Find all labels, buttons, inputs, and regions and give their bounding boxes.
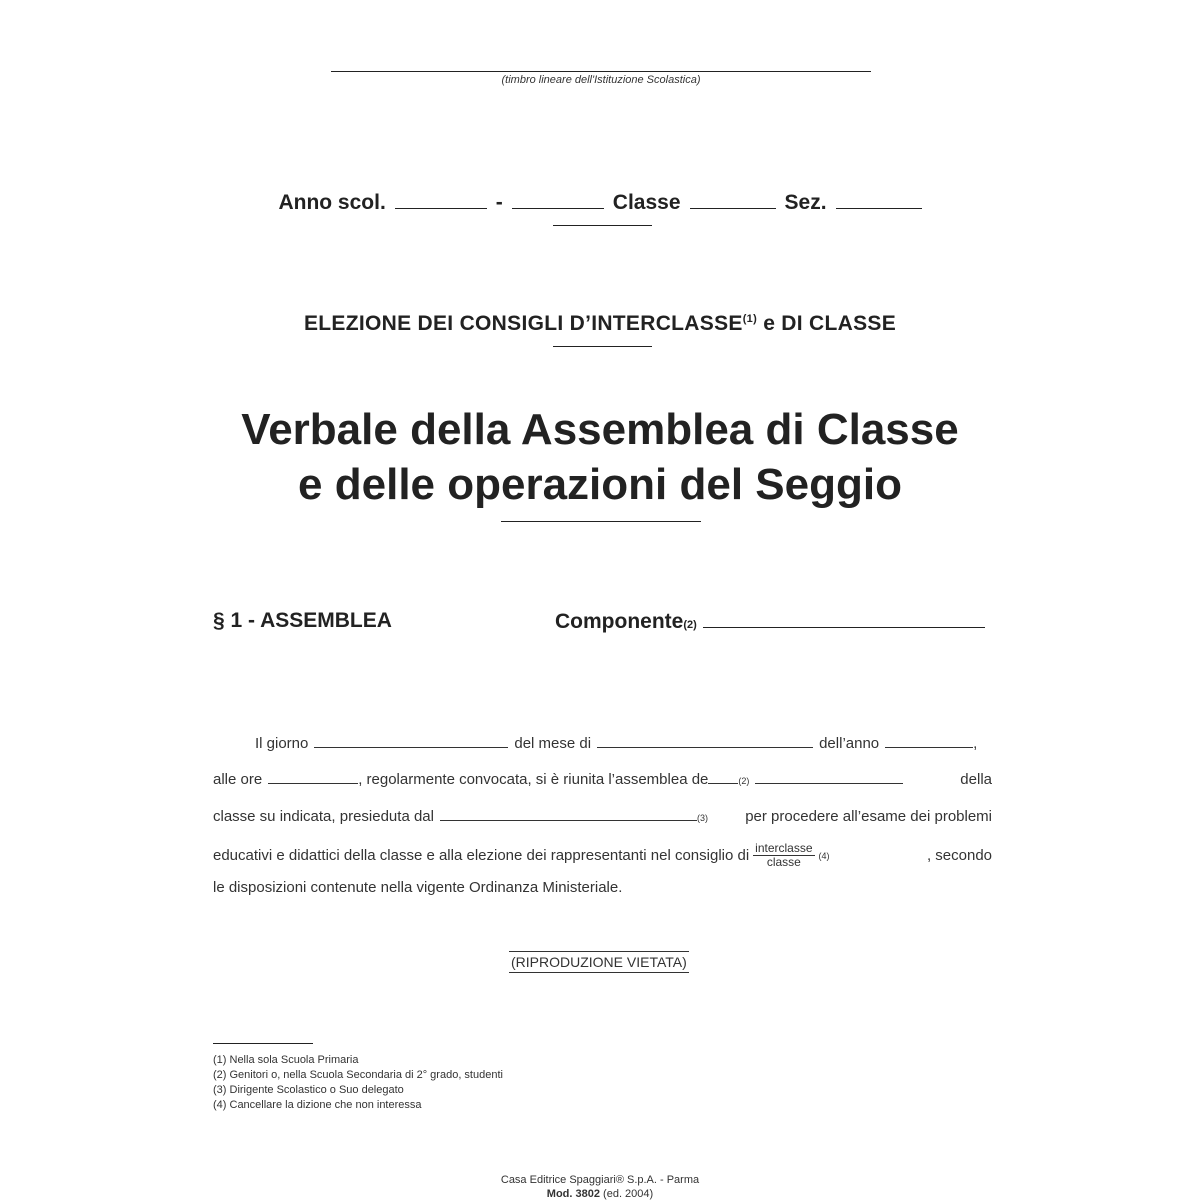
paragraph-row: educativi e didattici della classe e alla elezione dei rappresentanti nel consiglio di $\frac{\text{interclasse}}{\text{classe}}$ (4) , secondo	[213, 841, 992, 869]
main-title-line: e delle operazioni del Seggio	[298, 460, 902, 509]
section-heading: § 1 - ASSEMBLEA	[213, 609, 392, 632]
anno-end-field[interactable]	[512, 190, 604, 209]
classe-field[interactable]	[690, 190, 776, 209]
footnote: (4) Cancellare la dizione che non interessa	[213, 1099, 422, 1111]
footnote: (1) Nella sola Scuola Primaria	[213, 1054, 359, 1066]
paragraph-row: alle ore , regolarmente convocata, si è riunita l’assemblea de (2) della	[213, 771, 992, 788]
model-line	[0, 1187, 1200, 1201]
footnote: (2) Genitori o, nella Scuola Secondaria di 2° grado, studenti	[213, 1069, 503, 1081]
component-name-field[interactable]	[755, 770, 903, 784]
paragraph-row: Il giorno del mese di dell’anno ,	[255, 735, 978, 752]
model-number: Mod. 3802	[546, 1188, 600, 1200]
sez-field[interactable]	[836, 190, 922, 209]
anno-label: Anno scol.	[278, 191, 386, 214]
divider	[553, 346, 652, 347]
reproduction-notice: (RIPRODUZIONE VIETATA)	[509, 951, 689, 973]
edition: (ed. 2004)	[603, 1188, 654, 1200]
paragraph-row: le disposizioni contenute nella vigente Ordinanza Ministeriale.	[213, 879, 623, 896]
footnote-divider	[213, 1043, 313, 1044]
footnote: (3) Dirigente Scolastico o Suo delegato	[213, 1084, 404, 1096]
anno-start-field[interactable]	[395, 190, 487, 209]
paragraph-row: classe su indicata, presieduta dal (3) per procedere all’esame dei problemi	[213, 808, 992, 825]
publisher-name: Casa Editrice Spaggiari® S.p.A. - Parma	[500, 1174, 700, 1186]
footnote-ref: (2)	[738, 776, 750, 786]
classe-label: Classe	[612, 191, 681, 214]
footnote-ref: (3)	[696, 813, 708, 823]
anno-dash: -	[495, 191, 503, 214]
chair-field[interactable]	[440, 807, 697, 821]
election-title: ELEZIONE DEI CONSIGLI D’INTERCLASSE$^{(1)}$ e DI CLASSE	[303, 312, 897, 335]
component-field[interactable]	[703, 609, 985, 628]
footnote-ref: (2)	[683, 619, 697, 631]
main-title-line: Verbale della Assemblea di Classe	[241, 405, 959, 454]
publisher-info	[0, 1173, 1200, 1201]
component-label: Componente	[555, 610, 684, 633]
divider	[553, 225, 652, 226]
footnotes	[213, 1053, 503, 1113]
stamp-line	[331, 71, 871, 72]
footnote-ref: (1)	[742, 313, 758, 325]
day-field[interactable]	[314, 734, 508, 748]
main-title	[0, 402, 1200, 512]
sez-label: Sez.	[784, 191, 827, 214]
year-field[interactable]	[885, 734, 973, 748]
council-type-fraction[interactable]: $\frac{\text{interclasse}}{\text{classe}}$	[755, 841, 813, 869]
month-field[interactable]	[597, 734, 813, 748]
stamp-caption: (timbro lineare dell'Istituzione Scolastica)	[501, 74, 701, 86]
component-row	[555, 609, 985, 634]
divider	[501, 521, 701, 522]
assembly-of-field[interactable]	[708, 770, 738, 784]
class-info-row	[0, 190, 1200, 215]
time-field[interactable]	[268, 770, 358, 784]
footnote-ref: (4)	[818, 850, 830, 861]
